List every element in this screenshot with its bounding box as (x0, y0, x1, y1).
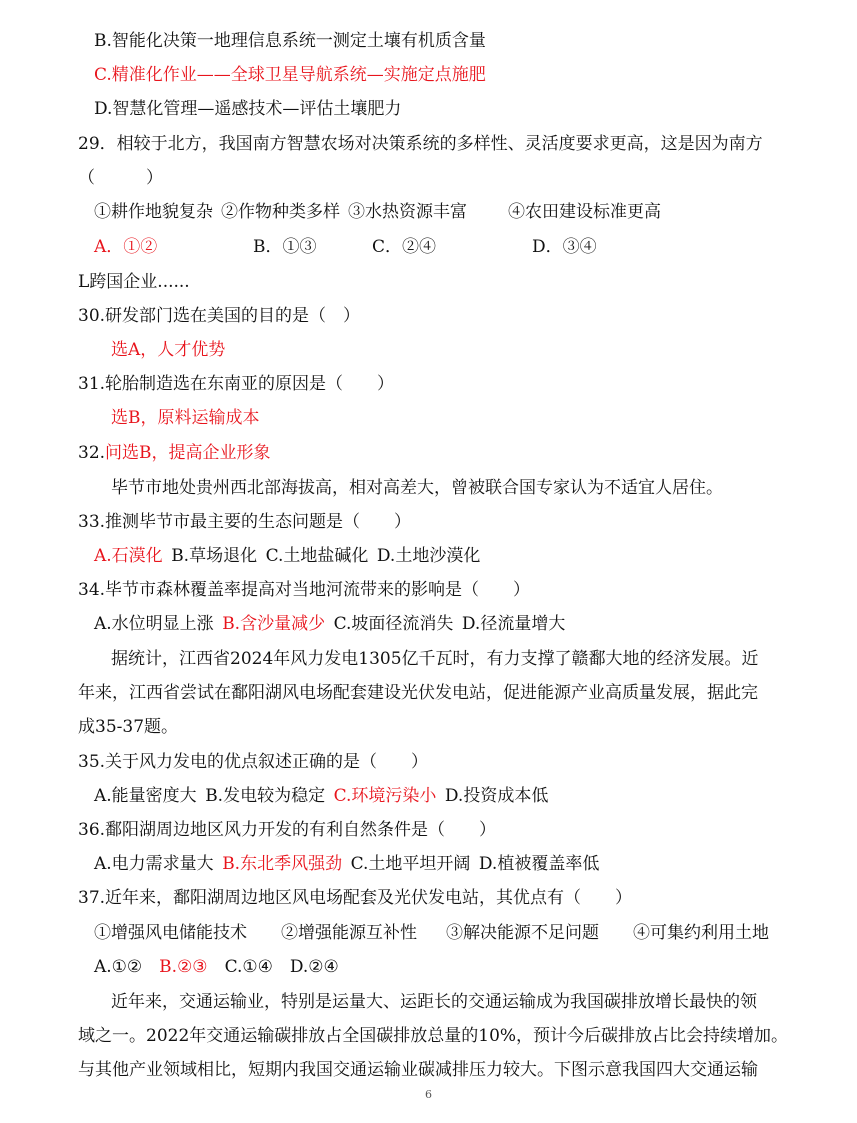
q35-option-a: A.能量密度大 (94, 786, 197, 806)
passage-transport-line-3: 与其他产业领域相比，短期内我国交通运输业碳减排压力较大。下图示意我国四大交通运输 (78, 1060, 758, 1080)
q37-items (94, 921, 769, 945)
q36-stem: 36.鄱阳湖周边地区风力开发的有利自然条件是（ ） (78, 820, 497, 840)
q29-stem-line-2: （ ） (78, 168, 163, 188)
q35-options (94, 784, 548, 808)
q30-answer: 选A，人才优势 (111, 340, 226, 360)
q33-options (94, 544, 480, 568)
q34-option-d: D.径流量增大 (461, 614, 566, 634)
q29-stem-line-1: 29．相较于北方，我国南方智慧农场对决策系统的多样性、灵活度要求更高，这是因为南方 (78, 134, 763, 154)
q33-option-b: B.草场退化 (171, 546, 258, 566)
q37-stem: 37.近年来，鄱阳湖周边地区风电场配套及光伏发电站，其优点有（ ） (78, 888, 633, 908)
q37-option-a: A.①② (94, 957, 143, 977)
q29-item-4: ④农田建设标准更高 (508, 202, 661, 222)
q31-stem: 31.轮胎制造选在东南亚的原因是（ ） (78, 374, 395, 394)
q32-line (78, 441, 271, 465)
passage-bijie: 毕节市地处贵州西北部海拔高，相对高差大，曾被联合国专家认为不适宜人居住。 (111, 478, 723, 498)
q28-option-d: D.智慧化管理—遥感技术—评估土壤肥力 (94, 99, 402, 119)
q37-option-c: C.①④ (224, 957, 273, 977)
q34-stem: 34.毕节市森林覆盖率提高对当地河流带来的影响是（ ） (78, 580, 531, 600)
q29-option-d: D．③④ (532, 237, 597, 257)
q37-item-1: ①增强风电储能技术 (94, 923, 247, 943)
passage-transport-line-2: 域之一。2022年交通运输碳排放占全国碳排放总量的10%，预计今后碳排放占比会持续增加。 (78, 1026, 789, 1046)
q36-options (94, 852, 599, 876)
passage-jiangxi-line-1: 据统计，江西省2024年风力发电1305亿千瓦时，有力支撑了赣鄱大地的经济发展。近 (111, 649, 759, 669)
q37-option-d: D.②④ (289, 957, 339, 977)
q36-option-d: D.植被覆盖率低 (478, 854, 600, 874)
q35-option-d: D.投资成本低 (444, 786, 549, 806)
context-l-company: L跨国企业...... (78, 272, 190, 292)
q32-answer: 问选B，提高企业形象 (105, 443, 271, 463)
q33-stem: 33.推测毕节市最主要的生态问题是（ ） (78, 512, 412, 532)
q29-option-c: C．②④ (372, 237, 437, 257)
q37-options (94, 955, 339, 979)
q34-option-a: A.水位明显上涨 (94, 614, 214, 634)
page-number: 6 (425, 1088, 432, 1101)
passage-jiangxi-line-3: 成35-37题。 (78, 717, 179, 737)
q28-option-b: B.智能化决策一地理信息系统一测定土壤有机质含量 (94, 31, 486, 51)
q34-options (94, 612, 565, 636)
q37-item-4: ④可集约利用土地 (633, 923, 769, 943)
q29-items (94, 200, 661, 224)
q37-item-2: ②增强能源互补性 (281, 923, 417, 943)
q34-option-c: C.坡面径流消失 (333, 614, 454, 634)
q33-option-d: D.土地沙漠化 (376, 546, 481, 566)
q30-stem: 30.研发部门选在美国的目的是（ ） (78, 306, 361, 326)
q28-option-c: C.精准化作业——全球卫星导航系统—实施定点施肥 (94, 65, 486, 85)
q37-option-b: B.②③ (159, 957, 208, 977)
q29-item-2: ②作物种类多样 (221, 202, 340, 222)
q34-option-b: B.含沙量减少 (222, 614, 326, 634)
q32-number: 32. (78, 443, 106, 463)
q29-item-1: ①耕作地貌复杂 (94, 202, 213, 222)
q29-option-b: B．①③ (253, 237, 317, 257)
passage-transport-line-1: 近年来，交通运输业，特别是运量大、运距长的交通运输成为我国碳排放增长最快的领 (111, 992, 757, 1012)
q36-option-b: B.东北季风强劲 (222, 854, 343, 874)
passage-jiangxi-line-2: 年来，江西省尝试在鄱阳湖风电场配套建设光伏发电站，促进能源产业高质量发展，据此完 (78, 683, 758, 703)
q29-options (94, 235, 597, 259)
q29-option-a: A．①② (94, 237, 158, 257)
q36-option-a: A.电力需求量大 (94, 854, 214, 874)
q37-item-3: ③解决能源不足问题 (446, 923, 599, 943)
q36-option-c: C.土地平坦开阔 (350, 854, 471, 874)
q33-option-c: C.土地盐碱化 (265, 546, 369, 566)
q35-option-b: B.发电较为稳定 (205, 786, 326, 806)
q33-option-a: A.石漠化 (94, 546, 163, 566)
q29-item-3: ③水热资源丰富 (348, 202, 467, 222)
q35-option-c: C.环境污染小 (333, 786, 437, 806)
q31-answer: 选B，原料运输成本 (111, 408, 260, 428)
q35-stem: 35.关于风力发电的优点叙述正确的是（ ） (78, 752, 429, 772)
